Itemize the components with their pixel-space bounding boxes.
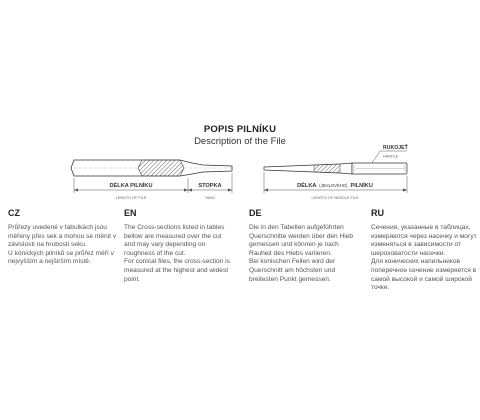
needle-length-label-b: (JEHLOVÉHO) — [319, 183, 348, 188]
section-text: Die in den Tabellen aufgeführten Querschnitte werden über den Hieb gemessen und können je nach Rauheit des Hiebs variieren. Bei konischen Feilen wird der Querschnitt am höchsten und breitesten Punkt gemessen. — [249, 224, 354, 283]
section-ru — [371, 208, 480, 293]
file-length-label: DÉLKA PILNÍKU — [109, 183, 153, 189]
section-code: CZ — [8, 208, 20, 218]
section-en — [124, 208, 234, 284]
section-code: DE — [249, 208, 262, 218]
file-cut-area — [138, 160, 184, 176]
handle-sublabel: HANDLE — [383, 154, 399, 159]
section-code: RU — [371, 208, 384, 218]
diagram-title: POPIS PILNÍKU — [203, 124, 277, 135]
file-drawing — [71, 160, 232, 176]
needle-file-cut-area — [314, 164, 340, 173]
section-text: The Cross-sections listed in tables bellow are measured over the cut and may vary depending on roughness of the cut. For conical files, the cross-section is measured at the highest and widest point. — [124, 224, 230, 283]
file-tang-sublabel: TANG — [204, 196, 216, 200]
handle-label: RUKOJEŤ — [383, 145, 408, 151]
section-code: EN — [124, 208, 137, 218]
needle-file-length-label — [297, 181, 373, 189]
section-cz — [8, 208, 118, 267]
file-tang-label: STOPKA — [198, 183, 222, 189]
section-text: Průřezy uvedené v tabulkách jsou měřeny přes sek a mohou se měnit v závislosti na hrubosti seku. U kónických pilníků se průřez měří v nejvyšším a nejširším místě. — [8, 224, 117, 266]
needle-length-label-a: DÉLKA — [297, 183, 317, 189]
section-de — [249, 208, 359, 284]
needle-length-label-c: PILNÍKU — [350, 183, 373, 189]
needle-file-length-sublabel: LENGTH OF NEEDLE FILE — [311, 196, 359, 200]
section-text: Сечения, указанные в таблицах, измеряются через насечку и могут изменяться в зависимости от шероховатости насечки. Для конических напильников поперечное сечение измеряется в самой высокой и самой широкой точке. — [371, 224, 477, 292]
needle-file-drawing — [264, 163, 407, 174]
file-length-sublabel: LENGTH OF FILE — [115, 196, 147, 200]
diagram-subtitle: Description of the File — [194, 136, 286, 147]
